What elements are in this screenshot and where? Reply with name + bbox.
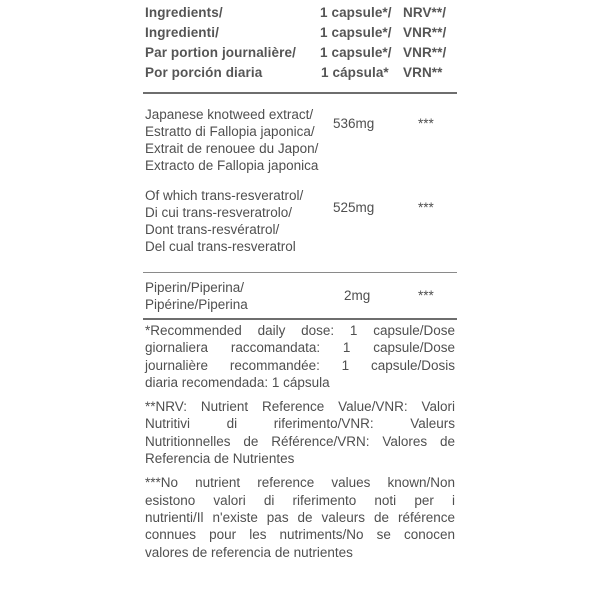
footnote-line: connues pour les nutriments/No se conocen [145, 527, 455, 543]
footnote-line: **NRV: Nutrient Reference Value/VNR: Valori [145, 399, 455, 415]
header-divider [143, 92, 457, 94]
footnote-line: journalière recommandée: 1 capsule/Dosis [145, 357, 455, 373]
ingredient-amount: 536mg [333, 116, 375, 131]
ingredient-name [145, 187, 335, 255]
ingredient-name-line: Dont trans-resvératrol/ [145, 222, 280, 237]
header-ingredients-label: Por porción diaria [145, 65, 263, 80]
ingredient-reference: *** [418, 288, 434, 303]
footnote-line: valores de referencia de nutrientes [145, 544, 353, 560]
ingredient-name-line: Japanese knotweed extract/ [145, 107, 314, 122]
footnote-line: Nutritionnelles de Référence/VRN: Valores de [145, 433, 455, 449]
ingredient-amount: 2mg [344, 288, 371, 303]
ingredient-reference: *** [418, 116, 434, 131]
ingredient-name-line: Piperin/Piperina/ [145, 280, 245, 295]
header-row [143, 42, 457, 62]
header-serving-label: 1 cápsula* [321, 65, 389, 80]
header-reference-label: NRV**/ [403, 5, 447, 20]
ingredient-name [145, 279, 335, 313]
ingredient-name-line: Pipérine/Piperina [145, 297, 248, 312]
header-ingredients-label: Ingredienti/ [145, 25, 219, 40]
footnote-nrv [145, 398, 455, 467]
footnote-line: diaria recomendada: 1 cápsula [145, 374, 330, 390]
ingredient-reference: *** [418, 200, 434, 215]
footnote-line: *Recommended daily dose: 1 capsule/Dose [145, 323, 455, 338]
footnote-recommended-dose [145, 322, 455, 391]
header-row [143, 22, 457, 42]
header-ingredients-label: Par portion journalière/ [145, 45, 296, 60]
ingredient-name [145, 106, 335, 174]
header-serving-label: 1 capsule*/ [320, 5, 392, 20]
header-row [143, 2, 457, 22]
ingredient-amount: 525mg [333, 200, 375, 215]
header-reference-label: VNR**/ [403, 25, 447, 40]
row-divider [143, 272, 457, 273]
ingredient-name-line: Extracto de Fallopia japonica [145, 158, 319, 173]
header-serving-label: 1 capsule*/ [320, 25, 392, 40]
footnote-no-reference [145, 474, 455, 560]
footnote-line: Referencia de Nutrientes [145, 451, 295, 467]
ingredient-name-line: Estratto di Fallopia japonica/ [145, 124, 315, 139]
footnotes [145, 322, 455, 568]
header-reference-label: VNR**/ [403, 45, 447, 60]
ingredient-name-line: Del cual trans-resveratrol [145, 239, 296, 254]
ingredient-name-line: Of which trans-resveratrol/ [145, 188, 304, 203]
footnote-line: giornaliera raccomandata: 1 capsule/Dose [145, 340, 455, 356]
table-header [143, 2, 457, 82]
footnote-line: esistono valori di riferimento noti per i [145, 492, 455, 508]
footnote-line: Nutritivi di riferimento/VNR: Valeurs [145, 416, 455, 432]
header-reference-label: VRN** [403, 65, 443, 80]
header-row [143, 62, 457, 82]
ingredient-name-line: Extrait de renouee du Japon/ [145, 141, 319, 156]
ingredient-name-line: Di cui trans-resveratrolo/ [145, 205, 293, 220]
header-ingredients-label: Ingredients/ [145, 5, 223, 20]
table-footer-divider [143, 318, 457, 320]
footnote-line: nutrienti/Il n'existe pas de valeurs de référence [145, 509, 455, 525]
footnote-line: ***No nutrient reference values known/Non [145, 475, 455, 491]
nutrition-table [143, 0, 457, 600]
header-serving-label: 1 capsule*/ [320, 45, 392, 60]
